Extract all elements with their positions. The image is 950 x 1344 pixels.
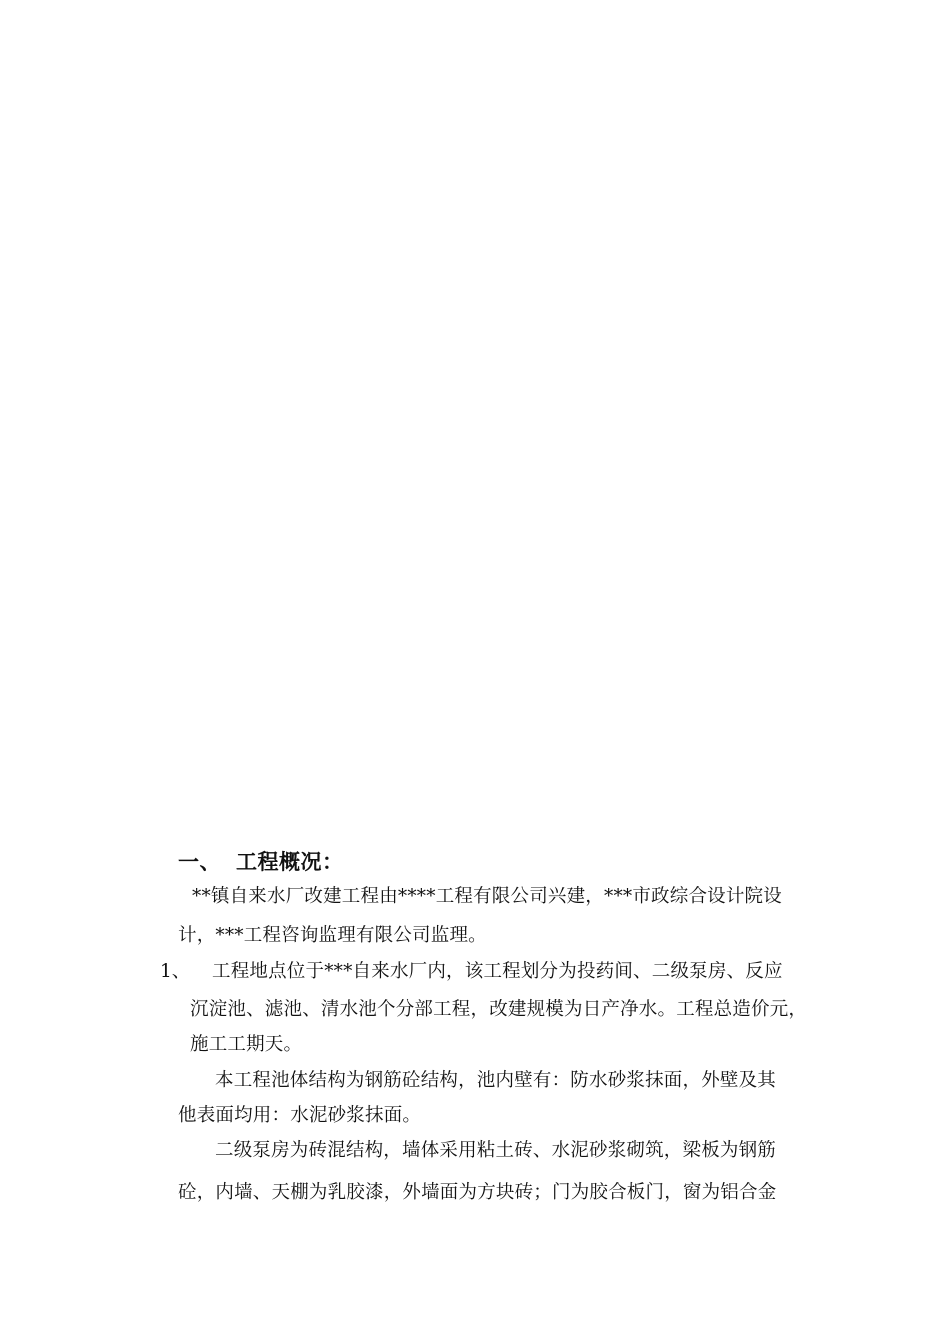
pool-structure-line-2: 他表面均用：水泥砂浆抹面。: [178, 1105, 422, 1126]
section-title: 工程概况：: [236, 850, 344, 874]
item1-line-2: 沉淀池、滤池、清水池个分部工程，改建规模为日产净水。工程总造价元，: [190, 999, 808, 1020]
pump-house-line-1: 二级泵房为砖混结构，墙体采用粘土砖、水泥砂浆砌筑，梁板为钢筋: [215, 1140, 777, 1161]
section-number: 一、: [178, 850, 221, 874]
pump-house-line-2: 砼，内墙、天棚为乳胶漆，外墙面为方块砖；门为胶合板门，窗为铝合金: [178, 1182, 777, 1203]
pool-structure-line-1: 本工程池体结构为钢筋砼结构，池内壁有：防水砂浆抹面，外壁及其: [215, 1070, 777, 1091]
section-heading: [178, 846, 344, 876]
intro-line-1: **镇自来水厂改建工程由****工程有限公司兴建，***市政综合设计院设: [192, 886, 782, 907]
item1-line-3: 施工工期天。: [190, 1034, 303, 1055]
intro-line-2: 计，***工程咨询监理有限公司监理。: [178, 925, 487, 946]
list-item-number: 1、: [160, 961, 191, 982]
item1-line-1: 工程地点位于***自来水厂内，该工程划分为投药间、二级泵房、反应: [212, 961, 783, 982]
